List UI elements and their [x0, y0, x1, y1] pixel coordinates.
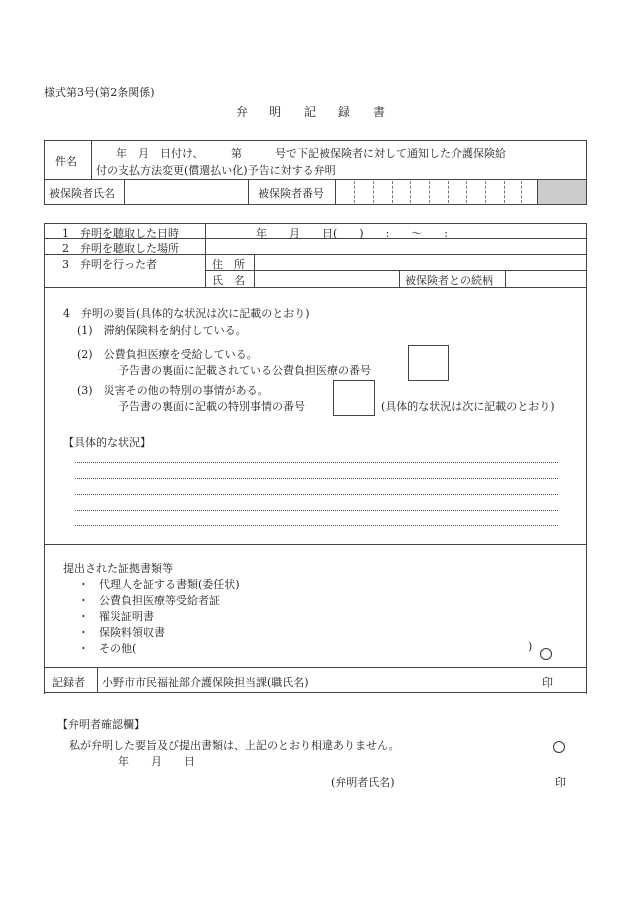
bullet: ・ — [78, 610, 89, 623]
recorder-seal: 印 — [542, 676, 553, 689]
bullet: ・ — [78, 626, 89, 639]
address-label: 住 所 — [212, 258, 245, 271]
digit-separator — [485, 181, 486, 203]
special-circumstance-number-box[interactable] — [333, 380, 375, 416]
digit-separator — [448, 181, 449, 203]
option-3: (3) 災害その他の特別の事情がある。 — [77, 384, 269, 397]
digit-separator — [466, 181, 467, 203]
confirmation-statement: 私が弁明した要旨及び提出書類は、上記のとおり相違ありません。 — [69, 739, 400, 752]
summary-heading: 4 弁明の要旨(具体的な状況は次に記載のとおり) — [63, 307, 310, 320]
hearing-place-field[interactable] — [206, 239, 586, 253]
form-number: 様式第3号(第2条関係) — [44, 86, 155, 99]
confirmation-seal: 印 — [555, 776, 566, 789]
option-2: (2) 公費負担医療を受給している。 — [77, 348, 258, 361]
divider — [44, 544, 587, 545]
evidence-item-label: その他( — [99, 642, 137, 655]
recorder-row — [44, 667, 587, 693]
divider — [248, 179, 249, 205]
public-medical-number-box[interactable] — [408, 345, 449, 381]
confirmation-date[interactable]: 年 月 日 — [118, 755, 195, 768]
divider — [44, 287, 587, 288]
divider — [335, 179, 336, 205]
digit-separator — [429, 181, 430, 203]
digit-separator — [521, 181, 522, 203]
evidence-item-label: 罹災証明書 — [99, 610, 154, 623]
shaded-cell — [538, 180, 586, 204]
evidence-item-label: 代理人を証する書類(委任状) — [99, 578, 240, 591]
insured-number-label: 被保険者番号 — [258, 187, 324, 200]
recorder-label: 記録者 — [52, 676, 85, 689]
divider — [91, 140, 92, 179]
hearing-place-label: 2 弁明を聴取した場所 — [62, 242, 179, 255]
insured-name-field[interactable] — [125, 180, 247, 204]
address-field[interactable] — [255, 255, 586, 269]
dotted-line — [75, 478, 558, 479]
digit-separator — [504, 181, 505, 203]
name-label: 氏 名 — [212, 274, 245, 287]
speaker-label: 3 弁明を行った者 — [62, 258, 157, 271]
circle-mark-icon — [553, 741, 565, 753]
relationship-label: 被保険者との続柄 — [405, 274, 493, 287]
dotted-line — [75, 525, 558, 526]
hearing-datetime-label: 1 弁明を聴取した日時 — [62, 227, 179, 240]
digit-separator — [410, 181, 411, 203]
digit-separator — [354, 181, 355, 203]
bullet: ・ — [78, 642, 89, 655]
dotted-line — [75, 494, 558, 495]
digit-separator — [392, 181, 393, 203]
insured-name-label: 被保険者氏名 — [49, 187, 115, 200]
relationship-field[interactable] — [506, 271, 586, 286]
details-label: 【具体的な状況】 — [63, 436, 151, 449]
evidence-item-label: 保険料領収書 — [99, 626, 165, 639]
confirmation-name-label: (弁明者氏名) — [331, 776, 395, 789]
option-2-detail: 予告書の裏面に記載されている公費負担医療の番号 — [118, 364, 371, 377]
dotted-line — [75, 510, 558, 511]
name-field[interactable] — [255, 271, 398, 286]
divider — [205, 223, 206, 287]
evidence-item-label: 公費負担医療等受給者証 — [99, 594, 220, 607]
close-paren: ) — [528, 640, 533, 653]
confirmation-heading: 【弁明者確認欄】 — [57, 718, 145, 731]
subject-line-1: 年 月 日付け、 第 号で下記被保険者に対して通知した介護保険給 — [116, 147, 507, 160]
bullet: ・ — [78, 594, 89, 607]
subject-label: 件名 — [55, 155, 77, 168]
option-1: (1) 滞納保険料を納付している。 — [77, 324, 247, 337]
digit-separator — [373, 181, 374, 203]
circle-mark-icon — [540, 648, 552, 660]
hearing-datetime-value[interactable]: 年 月 日( ) : 〜 : — [256, 227, 448, 240]
recorder-value: 小野市市民福祉部介護保険担当課(職氏名) — [102, 676, 309, 689]
subject-line-2: 付の支払方法変更(償還払い化)予告に対する弁明 — [96, 164, 336, 177]
option-3-note: (具体的な状況は次に記載のとおり) — [381, 400, 555, 413]
bullet: ・ — [78, 578, 89, 591]
dotted-line — [75, 462, 558, 463]
divider — [399, 270, 400, 287]
option-3-detail: 予告書の裏面に記載の特別事情の番号 — [118, 400, 305, 413]
evidence-heading: 提出された証拠書類等 — [63, 562, 173, 575]
